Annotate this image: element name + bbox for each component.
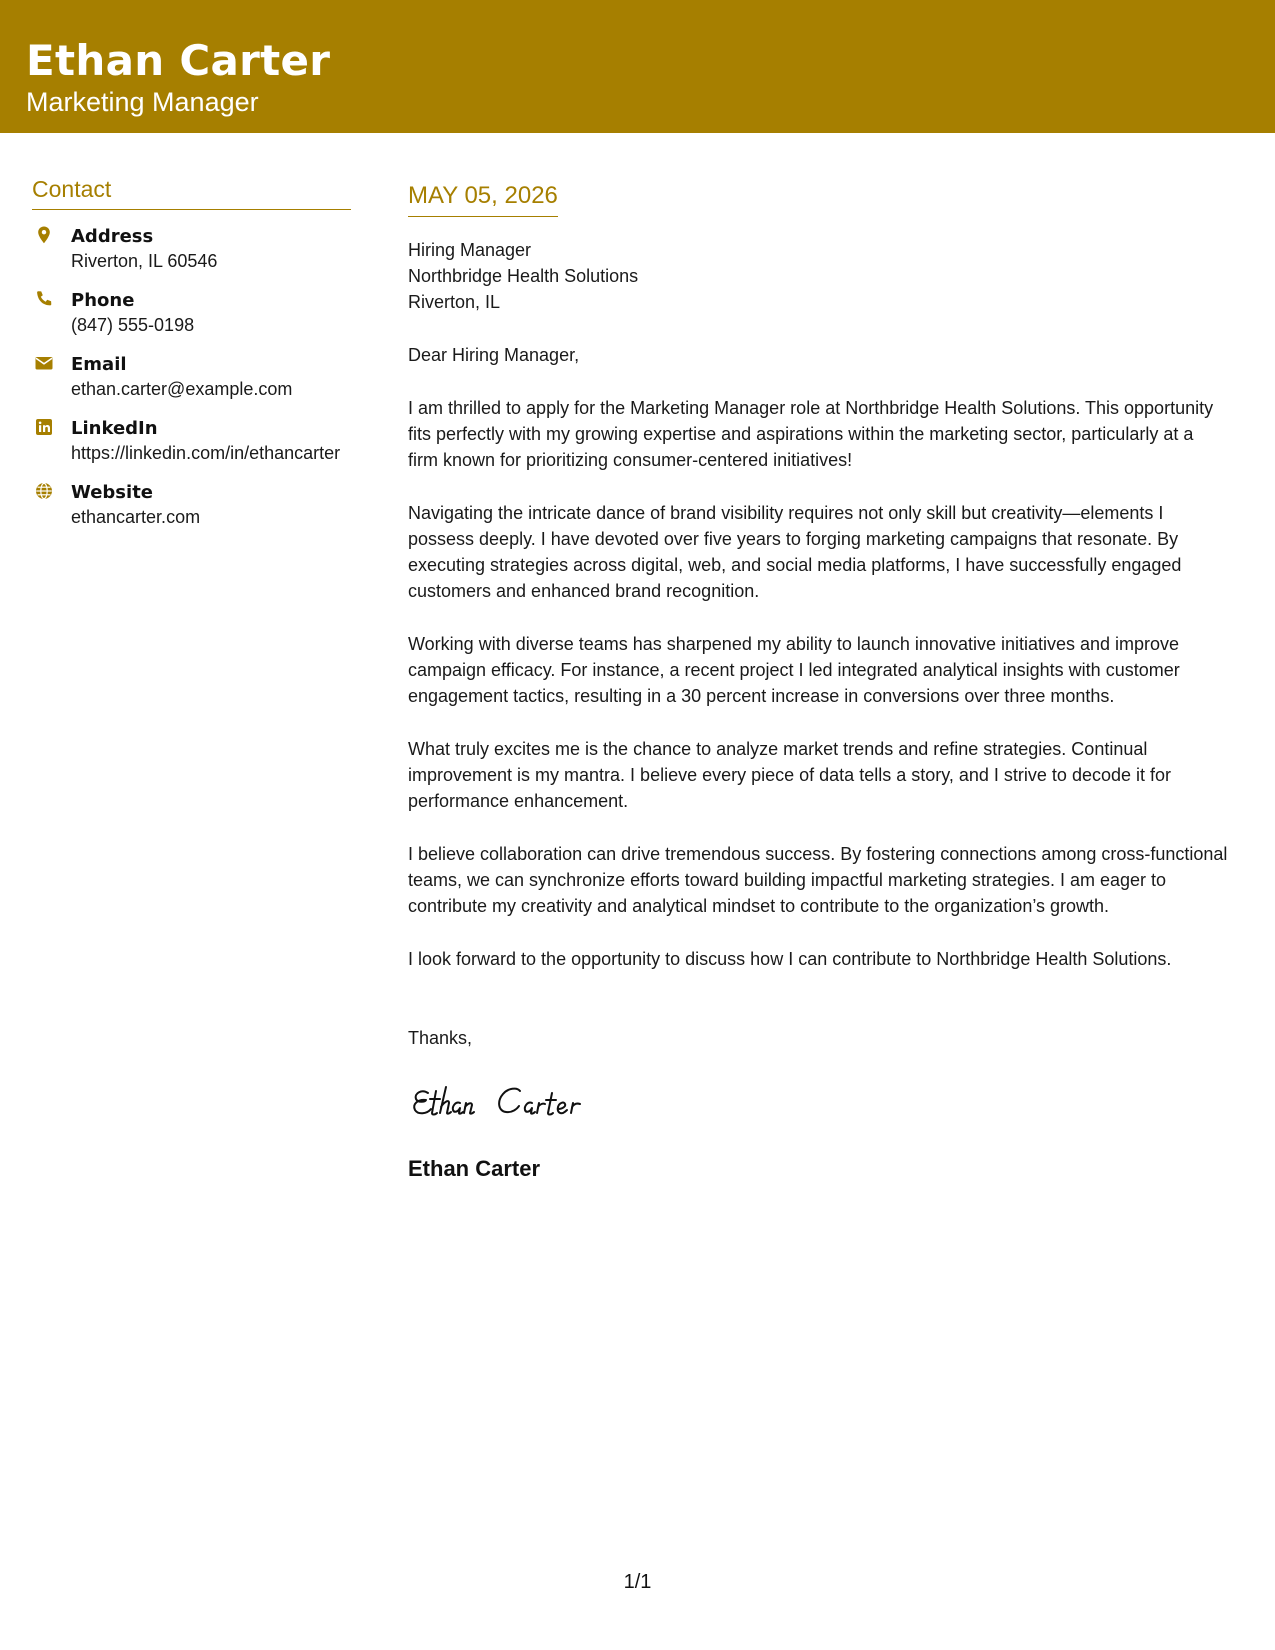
website-value[interactable]: ethancarter.com	[71, 507, 201, 527]
letter-paragraph: Navigating the intricate dance of brand visibility requires not only skill but creativity—elements I possess deeply. I have devoted over five years to forging marketing campaigns that resonate. By executing strategies across digital, web, and social media platforms, I have successfully engaged customers and enhanced brand recognition.	[408, 503, 1182, 601]
contact-label: Address	[71, 226, 154, 247]
contact-label: Phone	[71, 290, 135, 311]
contact-item-linkedin	[32, 416, 351, 466]
handwritten-signature	[408, 1079, 628, 1127]
contact-label: LinkedIn	[71, 418, 158, 439]
contact-label: Email	[71, 354, 127, 375]
recipient-title: Hiring Manager	[408, 240, 532, 260]
salutation: Dear Hiring Manager,	[408, 345, 580, 365]
linkedin-icon	[34, 417, 54, 437]
letter-paragraph: What truly excites me is the chance to analyze market trends and refine strategies. Continual improvement is my mantra. I believe every piece of data tells a story, and I strive to decode it for performance enhancement.	[408, 739, 1172, 811]
header-banner	[0, 0, 1275, 133]
letter-date: MAY 05, 2026	[408, 176, 558, 217]
applicant-name: Ethan Carter	[26, 36, 331, 85]
linkedin-value[interactable]: https://linkedin.com/in/ethancarter	[71, 443, 341, 463]
contact-title: Contact	[32, 176, 351, 210]
recipient-location: Riverton, IL	[408, 292, 501, 312]
closing: Thanks,	[408, 1028, 473, 1048]
email-value[interactable]: ethan.carter@example.com	[71, 379, 293, 399]
contact-label: Website	[71, 482, 154, 503]
letter-body	[408, 176, 1228, 1182]
contact-item-email	[32, 352, 351, 402]
globe-icon	[34, 481, 54, 501]
letter-paragraph: I believe collaboration can drive tremendous success. By fostering connections among cross-functional teams, we can synchronize efforts toward building impactful marketing strategies. I am eager to contribute my creativity and analytical mindset to contribute to the organization’s growth.	[408, 844, 1228, 916]
contact-item-phone	[32, 288, 351, 338]
recipient-block	[408, 237, 1228, 315]
letter-paragraph: I am thrilled to apply for the Marketing Manager role at Northbridge Health Solutions. This opportunity fits perfectly with my growing expertise and aspirations within the marketing sector, particularly at a firm known for prioritizing consumer-centered initiatives!	[408, 398, 1214, 470]
letter-paragraph: Working with diverse teams has sharpened my ability to launch innovative initiatives and improve campaign efficacy. For instance, a recent project I led integrated analytical insights with customer engagement tactics, resulting in a 30 percent increase in conversions over three months.	[408, 634, 1180, 706]
address-value: Riverton, IL 60546	[71, 251, 218, 271]
applicant-role: Marketing Manager	[26, 87, 259, 117]
contact-item-website	[32, 480, 351, 530]
letter-paragraph: I look forward to the opportunity to discuss how I can contribute to Northbridge Health Solutions.	[408, 949, 1172, 969]
envelope-icon	[34, 353, 54, 373]
phone-value: (847) 555-0198	[71, 315, 195, 335]
phone-icon	[34, 289, 54, 309]
contact-item-address	[32, 224, 351, 274]
contact-sidebar	[32, 176, 351, 530]
signer-name: Ethan Carter	[408, 1156, 541, 1181]
map-pin-icon	[34, 225, 54, 245]
page-number: 1/1	[623, 1571, 652, 1593]
recipient-company: Northbridge Health Solutions	[408, 266, 639, 286]
